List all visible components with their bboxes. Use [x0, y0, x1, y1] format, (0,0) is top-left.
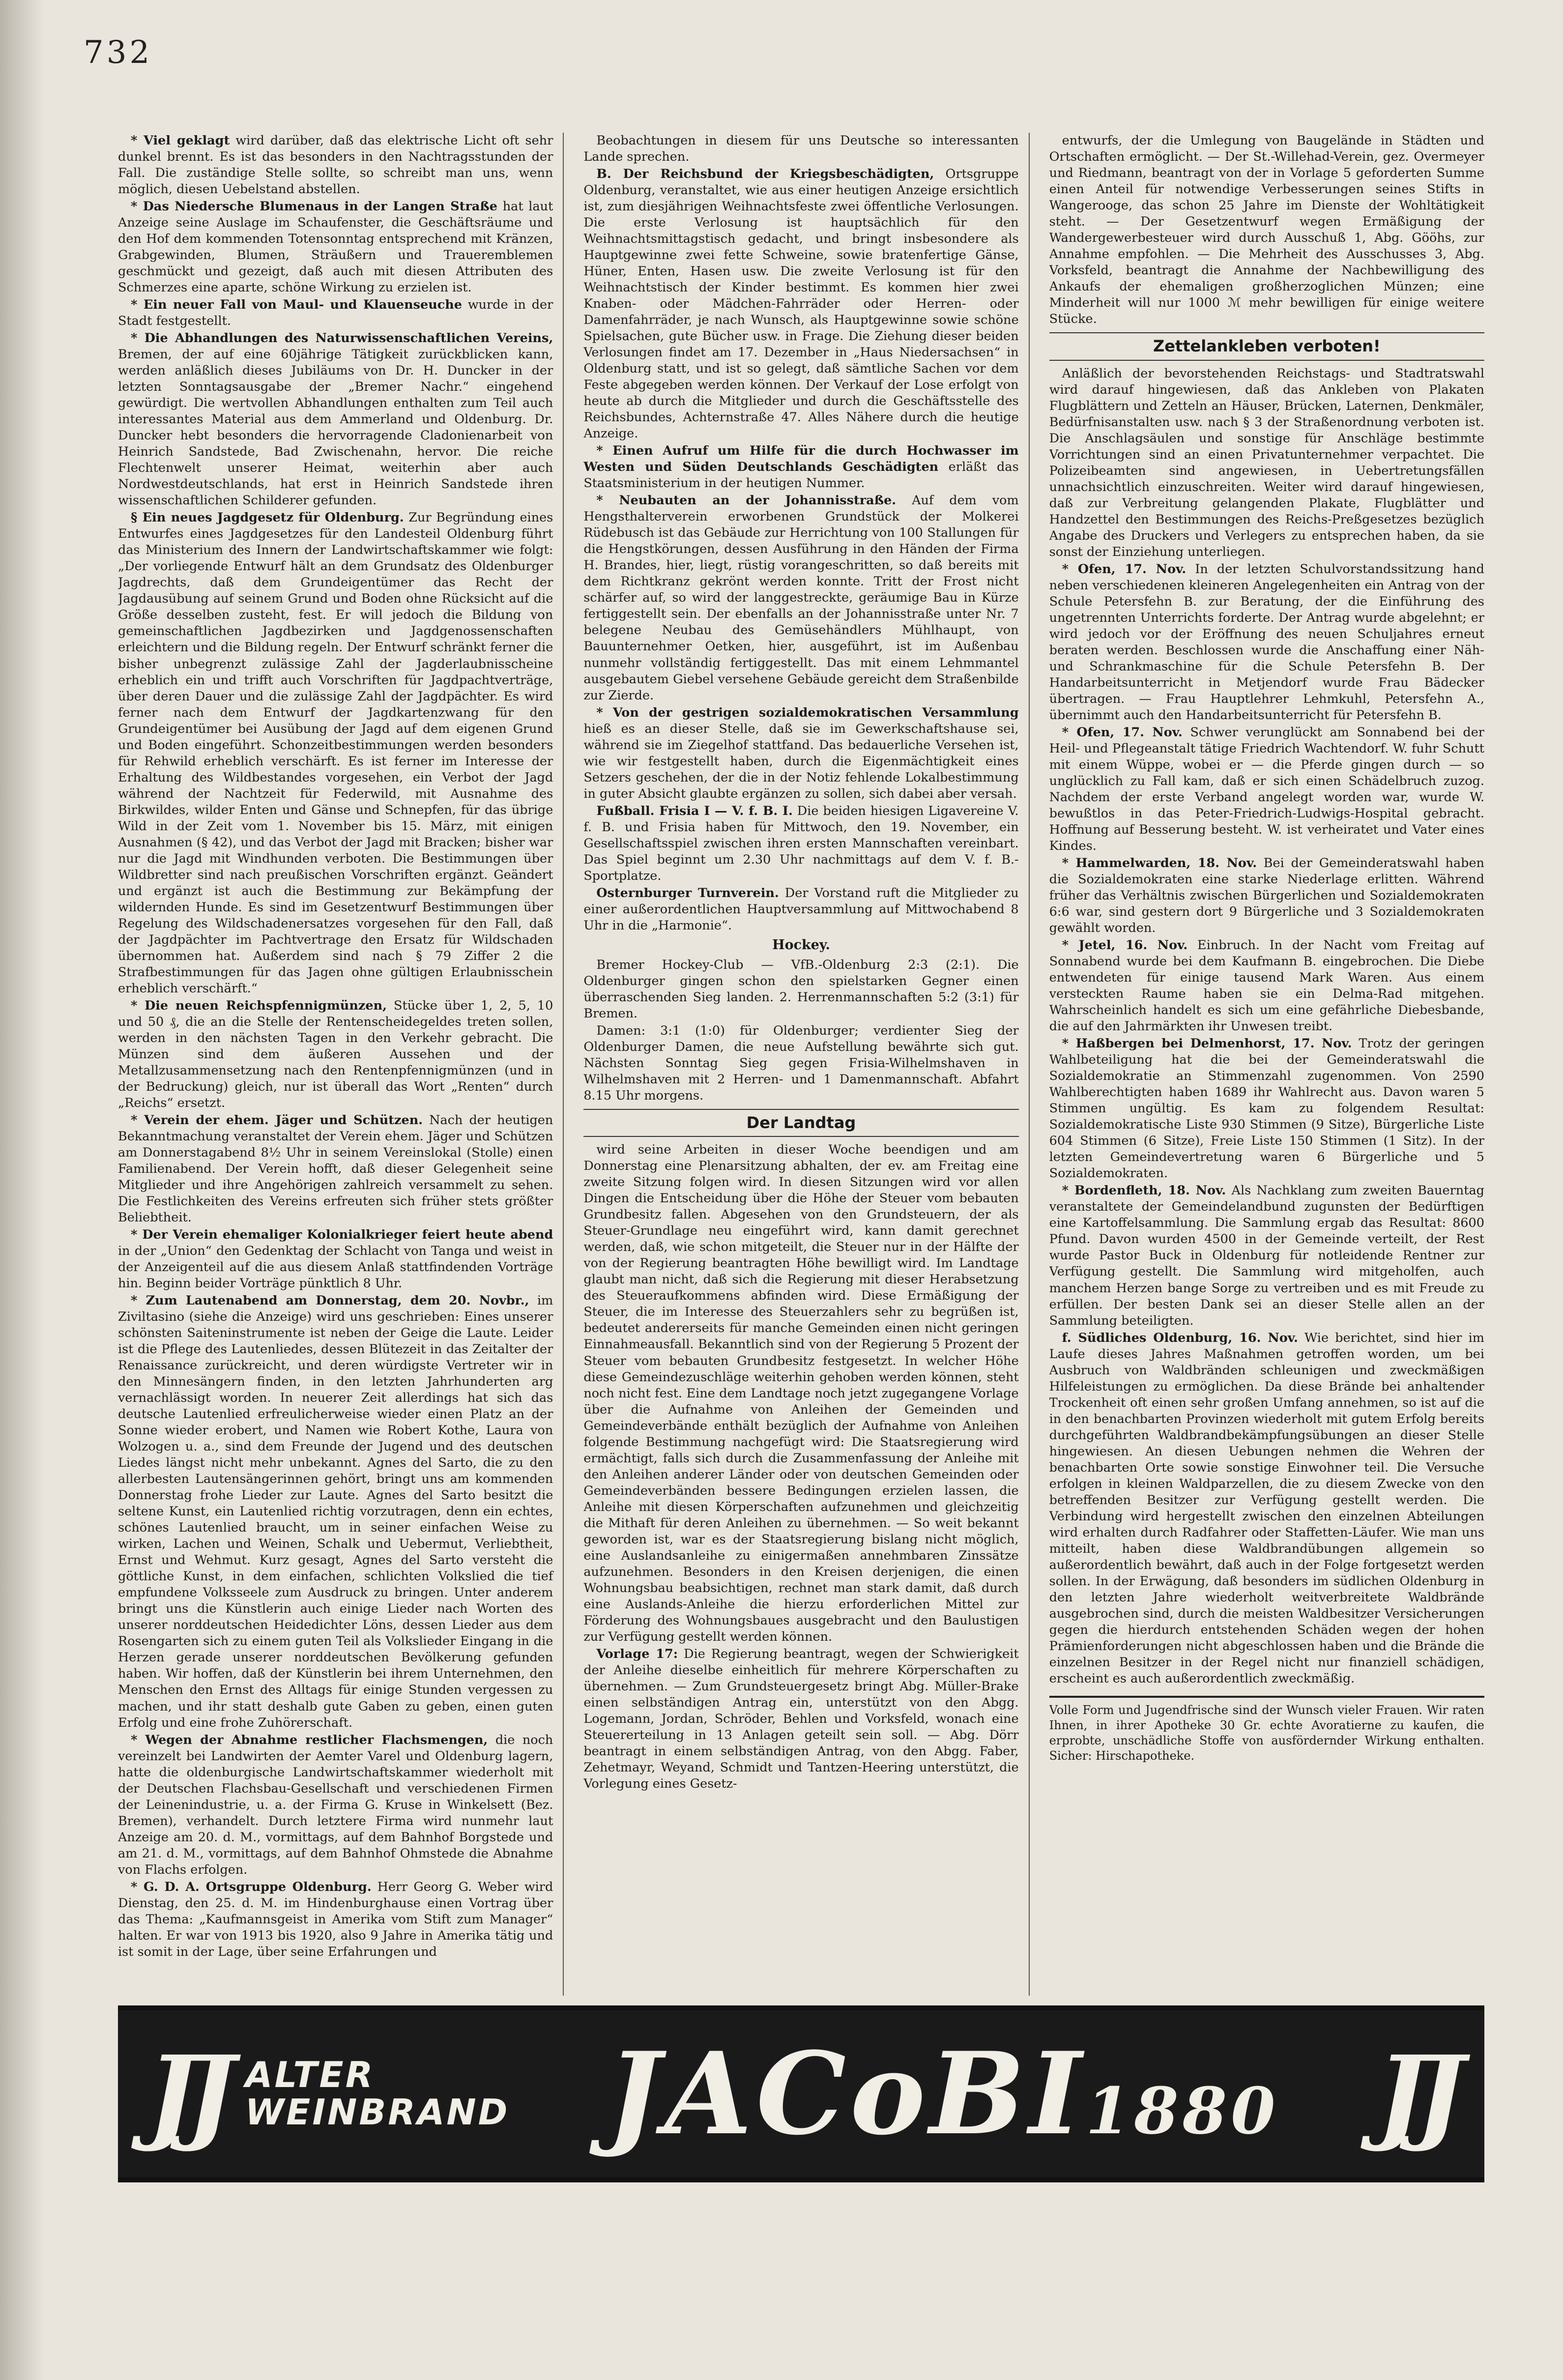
article-text: Die beiden hiesigen Ligavereine V. f. B. und Frisia haben für Mittwoch, den 19. November, ein Gesellschaftsspiel zwischen ihren ersten Mannschaften vereinbart. Das Spiel beginnt um 2.30 Uhr nachmittags auf dem V. f. B.-Sportplatze. [583, 803, 1019, 883]
ad-subtitle-weinbrand: WEINBRAND [245, 2091, 510, 2133]
article-lead: * Viel geklagt [131, 133, 230, 148]
article-paragraph [583, 166, 1018, 442]
article-text: Bremen, der auf eine 60jährige Tätigkeit zurückblicken kann, werden anläßlich dieses Jubiläums von Dr. H. Duncker in der letzten Sonntagsausgabe der „Bremer Nachr.“ eingehend gewürdigt. Die wertvollen Abhandlungen enthalten zum Teil auch interessantes Material aus dem Ammerland und Oldenburg. Dr. Duncker hebt besonders die hervorragende Cladonienarbeit von Heinrich Sandstede, Bad Zwischenahn, hervor. Die reiche Flechtenwelt unserer Heimat, weiterhin aber auch Nordwestdeutschlands, hat erst in Heinrich Sandstede ihren wissenschaftlichen Schilderer gefunden. [118, 347, 553, 508]
landtag-heading: Der Landtag [583, 1109, 1018, 1137]
article-paragraph [118, 1227, 553, 1292]
article-paragraph [118, 1293, 553, 1731]
article-text: Bremer Hockey-Club — VfB.-Oldenburg 2:3 (2:1). Die Oldenburger gingen schon den spielstarken Gegner einen überraschenden Sieg landen. 2. Herrenmannschaften 5:2 (3:1) für Bremen. [583, 957, 1019, 1021]
article-text: wurde in der Stadt festgestellt. [118, 297, 553, 329]
article-paragraph [583, 803, 1018, 884]
article-paragraph [118, 133, 553, 198]
article-text: Anläßlich der bevorstehenden Reichstags- und Stadtratswahl wird darauf hingewiesen, daß das Ankleben von Plakaten Flugblättern und Zetteln an Häuser, Brücken, Laternen, Denkmäler, Bedürfnisanstalten usw. nach § 3 der Straßenordnung verboten ist. Die Anschlagsäulen und sonstige für Anschläge bestimmte Vorrichtungen sind an einen Privatunternehmer verpachtet. Die Polizeibeamten sind angewiesen, in Uebertretungsfällen unnachsichtlich einzuschreiten. Weiter wird darauf hingewiesen, daß zur Verbreitung gelangenden Plakate, Flugblätter und Handzettel den Bestimmungen des Reichs-Preßgesetzes bezüglich Angabe des Druckers und Verlegers zu entsprechen haben, da sie sonst der Einziehung unterliegen. [1049, 366, 1484, 559]
column-right-articles [1049, 133, 1484, 327]
article-text: Die Regierung beantragt, wegen der Schwierigkeit der Anleihe dieselbe einheitlich für mehrere Körperschaften zu übernehmen. — Zum Grundsteuergesetz bringt Abg. Müller-Brake einen selbständigen Antrag ein, unterstützt von den Abgg. Logemann, Jordan, Schröder, Behlen und Vorksfeld, wonach eine Steuererteilung in 13 Anlagen geteilt sein soll. — Abg. Dörr beantragt in einem selbständigen Antrag, von den Abgg. Faber, Zehetmayr, Weyand, Schmidt und Tantzen-Heering unterstützt, die Vorlegung eines Gesetz- [583, 1646, 1019, 1791]
article-lead: Vorlage 17: [596, 1646, 678, 1661]
hockey-articles [583, 957, 1018, 1104]
page-number: 732 [84, 34, 153, 71]
article-paragraph [583, 957, 1018, 1022]
ad-brand-name: JACoBI [607, 2028, 1086, 2160]
article-text: In der letzten Schulvorstandssitzung hand neben verschiedenen kleineren Angelegenheiten ein Antrag von der Schule Petersfehn B. zur Beratung, der die Einführung des ungetrennten Unterrichts forderte. Der Antrag wurde abgelehnt; er wird jedoch vor der Eröffnung des neuen Schuljahres erneut beraten werden. Beschlossen wurde die Anschaffung einer Näh- und Schrankmaschine für die Schule Petersfehn B. Der Handarbeitsunterricht in Metjendorf wurde Frau Bädecker übertragen. — Frau Hauptlehrer Lehmkuhl, Petersfehn A., übernimmt auch den Handarbeitsunterricht für Petersfehn B. [1049, 561, 1484, 723]
article-paragraph [118, 1879, 553, 1960]
article-paragraph [583, 443, 1018, 492]
article-text: Ortsgruppe Oldenburg, veranstaltet, wie aus einer heutigen Anzeige ersichtlich ist, zum diesjährigen Weihnachtsfeste zwei öffentliche Verlosungen. Die erste Verlosung ist hauptsächlich für den Weihnachtsmittagstisch gedacht, und bringt insbesondere als Hauptgewinne zwei fette Schweine, sowie bratenfertige Gänse, Hüner, Enten, Hasen usw. Die zweite Verlosung ist für den Weihnachtstisch der Kinder bestimmt. Es kommen hier zwei Knaben- oder Mädchen-Fahrräder oder Herren- oder Damenfahrräder, je nach Wunsch, als Hauptgewinne sowie schöne Spielsachen, gute Bücher usw. in Frage. Die Ziehung dieser beiden Verlosungen findet am 17. Dezember in „Haus Niedersachsen“ in Oldenburg statt, und ist so gelegt, daß sämtliche Sachen vor dem Feste abgegeben werden können. Der Verkauf der Lose erfolgt von heute ab durch die Mitglieder und durch die Geschäftsstelle des Reichsbundes, Achternstraße 47. Alles Nähere durch die heutige Anzeige. [583, 167, 1019, 441]
article-paragraph [583, 1023, 1018, 1104]
article-text: Der Vorstand ruft die Mitglieder zu einer außerordentlichen Hauptversammlung auf Mittwochabend 8 Uhr in die „Harmonie“. [583, 885, 1019, 933]
article-paragraph [1049, 1183, 1484, 1329]
article-paragraph [583, 133, 1018, 165]
article-text: Nach der heutigen Bekanntmachung veranstaltet der Verein ehem. Jäger und Schützen am Donnerstagabend 8½ Uhr in seinem Vereinslokal (Stolle) einen Familienabend. Der Verein hofft, daß dieser Gelegenheit seine Mitglieder und ihre Angehörigen zahlreich versammelt zu sehen. Die Festlichkeiten des Vereins erfreuten sich früher stets größter Beliebtheit. [118, 1112, 553, 1225]
article-paragraph [1049, 133, 1484, 327]
article-paragraph [118, 199, 553, 296]
article-text: wird seine Arbeiten in dieser Woche beendigen und am Donnerstag eine Plenarsitzung abhalten, der ev. am Freitag eine zweite Sitzung folgen wird. In diesen Sitzungen wird vor allen Dingen die Entscheidung über die Höhe der Steuer vom bebauten Grundbesitz fallen. Abgesehen von den Grundsteuern, der als Steuer-Grundlage neu eingeführt wird, kann damit gerechnet werden, daß, wie schon mitgeteilt, die Steuer nur in der Hälfte der von der Regierung beantragten Höhe bewilligt wird. Im Landtage glaubt man nicht, daß sich die Regierung mit dieser Herabsetzung des Steueraufkommens abfinden wird. Diese Ermäßigung der Steuer, die im Interesse des Steuerzahlers sehr zu begrüßen ist, bedeutet andererseits für manche Gemeinden einen nicht geringen Einnahmeausfall. Bekanntlich sind von der Regierung 5 Prozent der Steuer vom bebauten Grundbesitz festgesetzt. In welcher Höhe diese Gemeindezuschläge weiterhin gehoben werden können, steht noch nicht fest. Eine dem Landtage noch jetzt zugegangene Vorlage über die Aufnahme von Anleihen der Gemeinden und Gemeindeverbände enthält bezüglich der Aufnahme von Anleihen folgende Bestimmung nachgefügt wird: Die Staatsregierung wird ermächtigt, falls sich durch die Zusammenfassung der Anleihe mit den Anleihen anderer Länder oder von deutschen Gemeinden oder Gemeindeverbänden bessere Bedingungen erzielen lassen, die Anleihe mit diesen Körperschaften aufzunehmen und gleichzeitig die Mithaft für deren Anleihen zu übernehmen. — So weit bekannt geworden ist, war es der Staatsregierung bislang nicht möglich, eine Auslandsanleihe zu einigermaßen annehmbaren Zinssätze aufzunehmen. Besonders in den Kreisen derjenigen, die einen Wohnungsbau beabsichtigen, rechnet man stark damit, daß durch eine Auslands-Anleihe die hierzu erforderlichen Mittel zur Förderung des Wohnungsbaues ausgebracht und den Baulustigen zur Verfügung gestellt werden können. [583, 1142, 1019, 1644]
article-lead: * Ofen, 17. Nov. [1062, 725, 1183, 740]
article-lead: * Neubauten an der Johannisstraße. [596, 493, 897, 508]
article-lead: Osternburger Turnverein. [596, 885, 779, 900]
article-text: Als Nachklang zum zweiten Bauerntag veranstaltete der Gemeindelandbund zugunsten der Bedürftigen eine Kartoffelsammlung. Die Sammlung ergab das Resultat: 8600 Pfund. Davon wurden 4500 in der Gemeinde verteilt, der Rest wurde Pastor Buck in Oldenburg für notleidende Rentner zur Verfügung gestellt. Die Sammlung wird mitgeholfen, auch manchem Herzen bange Sorge zu vertreiben und es mit Freude zu erfüllen. Der besten Dank sei an dieser Stelle allen an der Sammlung beteiligten. [1049, 1183, 1484, 1328]
article-lead: * Der Verein ehemaliger Kolonialkrieger feiert heute abend [131, 1227, 553, 1243]
article-paragraph [1049, 561, 1484, 724]
article-text: Stücke über 1, 2, 5, 10 und 50 ₰, die an die Stelle der Rentenscheidegeldes treten sollen, werden in den nächsten Tagen in den Verkehr gebracht. Die Münzen sind dem äußeren Aussehen und der Metallzusammensetzung nach den Rentenpfennigmünzen (und in der Bedruckung) gleich, nur ist überall das Wort „Renten“ durch „Reichs“ ersetzt. [118, 998, 553, 1110]
article-text: Herr Georg G. Weber wird Dienstag, den 25. d. M. im Hindenburghause einen Vortrag über das Thema: „Kaufmannsgeist in Amerika vom Stift zum Manager“ halten. Er war von 1913 bis 1920, also 9 Jahre in Amerika tätig und ist somit in der Lage, über seine Erfahrungen und [118, 1879, 553, 1959]
article-paragraph [1049, 725, 1484, 854]
article-lead: * Haßbergen bei Delmenhorst, 17. Nov. [1062, 1036, 1352, 1051]
article-text: Beobachtungen in diesem für uns Deutsche so interessanten Lande sprechen. [583, 133, 1019, 165]
article-text: Trotz der geringen Wahlbeteiligung hat die bei der Gemeinderatswahl die Sozialdemokratie an Stimmenzahl zugenommen. Von 2590 Wahlberechtigten haben 1689 ihr Wahlrecht aus. Davon waren 5 Stimmen ungültig. Es kam zu folgendem Resultat: Sozialdemokratische Liste 930 Stimmen (9 Sitze), Bürgerliche Liste 604 Stimmen (6 Sitze), Freie Liste 150 Stimmen (1 Sitz). In der letzten Gemeindevertretung waren 6 Bürgerliche und 5 Sozialdemokraten. [1049, 1036, 1484, 1181]
ad-left-block [147, 2033, 510, 2154]
article-text: Zur Begründung eines Entwurfes eines Jagdgesetzes für den Landesteil Oldenburg führt das Ministerium des Innern der Landwirtschaftskammer wie folgt: „Der vorliegende Entwurf hält an dem Grundsatz des Oldenburger Jagdrechts, daß dem Grundeigentümer das Recht der Jagdausübung auf seinem Grund und Boden ohne Rücksicht auf die Größe desselben zusteht, fest. Er will jedoch die Bildung von gemeinschaftlichen Jagdbezirken und Jagdgenossenschaften erleichtern und die Bildung regeln. Der Entwurf schränkt ferner die bisher unbegrenzt zulässige Zahl der Jagderlaubnisscheine erheblich ein und trifft auch Vorschriften für Jagdpachtverträge, über deren Dauer und die zulässige Zahl der Jagdpächter. Es wird ferner nach dem Entwurf der Jagdkartenzwang für den Grundeigentümer bei Ausübung der Jagd auf dem eigenen Grund und Boden eingeführt. Schonzeitbestimmungen werden besonders für Rehwild erheblich verschärft. Es ist ferner im Interesse der Erhaltung des Wildbestandes vorgesehen, ein Verbot der Jagd während der Nachtzeit für Federwild, mit Ausnahme des Birkwildes, wilder Enten und Gänse und Schnepfen, für das übrige Wild in der Zeit vom 1. November bis 15. März, mit einigen Ausnahmen (§ 42), und das Verbot der Jagd mit Bracken; bisher war nur die Jagd mit Windhunden verboten. Die Bestimmungen über Wildbretter sind nach preußischen Vorschriften ergänzt. Geändert und ergänzt ist auch die Bestimmung zur Bekämpfung der wildernden Hunde. Es sind im Gesetzentwurf Bestimmungen über Regelung des Wildschadenersatzes vorgesehen für den Fall, daß der Jagdpächter im Pachtvertrage den Ersatz für Wildschaden übernommen hat. Außerdem sind nach § 79 Ziffer 2 die Strafbestimmungen für das Jagen ohne gültigen Erlaubnisschein erheblich verschärft.“ [118, 510, 553, 996]
hockey-heading: Hockey. [772, 937, 830, 953]
article-text: hieß es an dieser Stelle, daß sie im Gewerkschaftshause sei, während sie im Ziegelhof stattfand. Das bedauerliche Versehen ist, wie wir festgestellt haben, durch die Eigenmächtigkeit eines Setzers geschehen, der die in der Notiz fehlende Lokalbestimmung in guter Absicht glaubte ergänzen zu sollen, sich dabei aber versah. [583, 721, 1019, 801]
article-paragraph [118, 510, 553, 996]
article-lead: * Einen Aufruf um Hilfe für die durch Hochwasser im Westen und Süden Deutschlands Geschädigten [583, 443, 1019, 475]
article-text: hat laut Anzeige seine Auslage im Schaufenster, die Geschäftsräume und den Hof dem kommenden Totensonntag entsprechend mit Kränzen, Grabgewinden, Blumen, Sträußern und Traueremblemen geschmückt und gezeigt, daß auch mit diesen Attributen des Schmerzes eine aparte, schöne Wirkung zu erzielen ist. [118, 199, 553, 295]
article-lead: * Die Abhandlungen des Naturwissenschaftlichen Vereins, [131, 331, 553, 346]
zettel-heading: Zettelankleben verboten! [1049, 332, 1484, 360]
article-text: in der „Union“ den Gedenktag der Schlacht von Tanga und weist in der Anzeigenteil auf die aus diesem Anlaß stattfindenden Vorträge hin. Beginn beider Vorträge pünktlich 8 Uhr. [118, 1244, 553, 1291]
article-paragraph [118, 330, 553, 509]
article-lead: § Ein neues Jagdgesetz für Oldenburg. [131, 510, 404, 525]
column-left [118, 133, 564, 1996]
article-paragraph [1049, 1036, 1484, 1182]
article-text: Wie berichtet, sind hier im Laufe dieses Jahres Maßnahmen getroffen worden, um bei Ausbruch von Waldbränden schleunigen und zweckmäßigen Hilfeleistungen zu ermöglichen. Da diese Brände bei anhaltender Trockenheit oft einen sehr großen Umfang annehmen, so ist auf die in den benachbarten Provinzen wiederholt mit gutem Erfolg bereits durchgeführten Waldbrandbekämpfungsübungen an dieser Stelle hingewiesen. An diesen Uebungen nehmen die Wehren der benachbarten Orte sowie sonstige Einwohner teil. Die Versuche erfolgen in kleinen Waldparzellen, die zu diesem Zwecke von den betreffenden Besitzer zur Verfügung gestellt werden. Die Verbindung wird hergestellt zwischen den einzelnen Abteilungen wird erhalten durch Radfahrer oder Staffetten-Läufer. Wie man uns mitteilt, haben diese Waldbrandübungen allgemein so außerordentlich bewährt, daß auch in der Folge fortgesetzt werden sollen. In der Erwägung, daß besonders im südlichen Oldenburg in den letzten Jahre wiederholt weitverbreitete Waldbrände ausgebrochen sind, durch die meisten Waldbesitzer Versicherungen gegen die hierdurch entstehenden Schäden wegen der hohen Prämienforderungen nicht abgeschlossen haben und die Brände die einzelnen Besitzer in der Regel nicht nur finanziell schädigen, erscheint es auch außerordentlich zweckmäßig. [1049, 1330, 1484, 1686]
column-middle [583, 133, 1029, 1996]
article-paragraph [583, 493, 1018, 703]
article-lead: Fußball. Frisia I — V. f. B. I. [596, 803, 793, 818]
article-columns [118, 133, 1484, 1996]
article-paragraph [118, 1112, 553, 1226]
article-text: Schwer verunglückt am Sonnabend bei der Heil- und Pflegeanstalt tätige Friedrich Wachtendorf. W. fuhr Schutt mit einem Wüppe, wobei er — die Pferde gingen durch — so unglücklich zu Fall kam, daß er sich einen Schädelbruch zuzog. Nachdem der erste Verband angelegt worden war, wurde W. bewußtlos in das Peter-Friedrich-Ludwigs-Hospital gebracht. Hoffnung auf Besserung besteht. W. ist verheiratet und Vater eines Kindes. [1049, 725, 1484, 854]
jacobi-advertisement [118, 2005, 1484, 2182]
page-edge-shadow [0, 0, 44, 2380]
article-lead: * Zum Lautenabend am Donnerstag, dem 20. Novbr., [131, 1293, 529, 1308]
article-paragraph [583, 705, 1018, 802]
column-middle-articles [583, 133, 1018, 934]
column-right [1049, 133, 1484, 1996]
column-right-more-articles [1049, 366, 1484, 1687]
article-lead: * G. D. A. Ortsgruppe Oldenburg. [131, 1879, 372, 1894]
article-paragraph [118, 297, 553, 329]
article-lead: B. Der Reichsbund der Kriegsbeschädigten, [596, 167, 934, 182]
column-left-articles [118, 133, 553, 1960]
article-lead: * Hammelwarden, 18. Nov. [1062, 856, 1257, 871]
article-text: erläßt das Staatsministerium in der heutigen Nummer. [583, 460, 1019, 491]
article-text: entwurfs, der die Umlegung von Baugelände in Städten und Ortschaften ermöglicht. — Der St.-Willehad-Verein, gez. Overmeyer und Riedmann, beantragt von der in Vorlage 5 geforderten Summe einen Anteil für notwendige Verbesserungen seines Stifts in Wangerooge, das schon 25 Jahre im Dienste der Wohltätigkeit steht. — Der Gesetzentwurf wegen Ermäßigung der Wandergewerbesteuer wird durch Ausschuß 1, Abg. Gööhs, zur Annahme empfohlen. — Die Mehrheit des Ausschusses 3, Abg. Vorksfeld, beantragt die Annahme der Nachbewilligung des Ankaufs der ehemaligen großherzoglichen Münzen; eine Minderheit will nur 1000 ℳ mehr bewilligen für einige weitere Stücke. [1049, 133, 1484, 327]
article-paragraph [118, 1732, 553, 1878]
article-paragraph [1049, 855, 1484, 936]
ad-subtitle-alter: ALTER [245, 2054, 375, 2096]
article-text: Bei der Gemeinderatswahl haben die Sozialdemokraten eine starke Niederlage erlitten. Während früher das Verhältnis zwischen Bürgerlichen und Sozialdemokraten 6:6 war, sind gestern dort 9 Bürgerliche und 3 Sozialdemokraten gewählt worden. [1049, 856, 1484, 936]
article-lead: * Wegen der Abnahme restlicher Flachsmengen, [131, 1732, 488, 1747]
article-paragraph [1049, 1330, 1484, 1687]
article-lead: * Das Niedersche Blumenaus in der Langen Straße [131, 199, 498, 214]
article-lead: f. Südliches Oldenburg, 16. Nov. [1062, 1330, 1298, 1345]
article-lead: * Ofen, 17. Nov. [1062, 561, 1187, 577]
article-lead: * Verein der ehem. Jäger und Schützen. [131, 1112, 423, 1128]
article-text: Auf dem vom Hengsthalterverein erworbenen Grundstück der Molkerei Rüdebusch ist das Gebäude zur Herrichtung von 100 Stallungen für die Hengstkörungen, dessen Ausführung in den Händen der Firma H. Brandes, hier, liegt, rüstig vorangeschritten, so daß bereits mit dem Richtkranz gekrönt werden konnte. Tritt der Frost nicht schärfer auf, so wird der langgestreckte, geräumige Bau in Kürze fertiggestellt sein. Der ebenfalls an der Johannisstraße unter Nr. 7 belegene Neubau des Gemüsehändlers Mühlhaupt, von Bauunternehmer Oetken, hier, ausgeführt, ist im Außenbau nunmehr vollständig fertiggestellt. Das mit einem Lehmmantel ausgebautem Giebel versehene Gebäude gereicht dem Straßenbilde zur Zierde. [583, 493, 1019, 703]
article-lead: * Die neuen Reichspfennigmünzen, [131, 998, 387, 1013]
apothecary-notice: Volle Form und Jugendfrische sind der Wunsch vieler Frauen. Wir raten Ihnen, in ihrer Apotheke 30 Gr. echte Avoratierne zu kaufen, die erprobte, unschädliche Stoffe von ausfördernder Wirkung enthalten. Sicher: Hirschapotheke. [1049, 1696, 1484, 1764]
article-text: Damen: 3:1 (1:0) für Oldenburger; verdienter Sieg der Oldenburger Damen, die neue Aufstellung bewährte sich gut. Nächsten Sonntag Sieg gegen Frisia-Wilhelmshaven in Wilhelmshaven mit 2 Herren- und 1 Damenmannschaft. Abfahrt 8.15 Uhr morgens. [583, 1023, 1019, 1103]
article-text: im Ziviltasino (siehe die Anzeige) wird uns geschrieben: Eines unserer schönsten Saiteninstrumente ist neben der Geige die Laute. Leider ist die Pflege des Lautenliedes, dessen Blütezeit in das Zeitalter der Renaissance zurückreicht, und deren würdigste Vertreter wir in den Minnesängern finden, in den letzten Jahrhunderten arg vernachlässigt worden. In neuerer Zeit allerdings hat sich das deutsche Lautenlied erfreulicherweise wieder einen Platz an der Sonne wieder erobert, und Namen wie Robert Kothe, Laura von Wolzogen u. a., sind dem Freunde der Jugend und des deutschen Liedes längst nicht mehr unbekannt. Agnes del Sarto, die zu den allerbesten Lautensängerinnen gehört, bringt uns am kommenden Donnerstag frohe Lieder zur Laute. Agnes del Sarto besitzt die seltene Kunst, ein Lautenlied richtig vorzutragen, denn ein echtes, schönes Lautenlied braucht, um in seiner einfachen Weise zu wirken, Lachen und Weinen, Schalk und Uebermut, Verliebtheit, Ernst und Wehmut. Kurz gesagt, Agnes del Sarto versteht die göttliche Kunst, in dem einfachen, schlichten Volkslied die tief empfundene Volksseele zum Ausdruck zu bringen. Unter anderem bringt uns die Künstlerin auch einige Lieder nach Worten des unserer norddeutschen Heidedichter Löns, dessen Lieder aus dem Rosengarten sich zu einem guten Teil als Volkslieder Eingang in die Herzen gerade unserer norddeutschen Bevölkerung gefunden haben. Wir hoffen, daß der Künstlerin bei ihrem Unternehmen, den Menschen den Ernst des Alltags für einige Stunden vergessen zu machen, und ihr statt deshalb gute Gaben zu geben, einen guten Erfolg und eine frohe Zuhörerschaft. [118, 1293, 553, 1730]
article-paragraph [118, 998, 553, 1111]
ad-monogram-right: JJ [1377, 2033, 1455, 2154]
article-paragraph [583, 1142, 1018, 1645]
article-lead: * Ein neuer Fall von Maul- und Klauenseuche [131, 297, 463, 313]
article-paragraph [1049, 366, 1484, 560]
article-text: die noch vereinzelt bei Landwirten der Aemter Varel und Oldenburg lagern, hatte die oldenburgische Landwirtschaftskammer wiederholt mit der Deutschen Flachsbau-Gesellschaft und verschiedenen Firmen der Leinenindustrie, u. a. der Firma G. Kruse in Winkelsett (Bez. Bremen), verhandelt. Durch letztere Firma wird nunmehr laut Anzeige am 20. d. M., vormittags, auf dem Bahnhof Borgstede und am 21. d. M., vormittags, auf dem Bahnhof Ohmstede die Abnahme von Flachs erfolgen. [118, 1732, 553, 1877]
ad-brand-year: 1880 [1085, 2073, 1279, 2148]
article-lead: * Bordenfleth, 18. Nov. [1062, 1183, 1226, 1198]
ad-brand [607, 2028, 1279, 2160]
article-lead: * Jetel, 16. Nov. [1062, 938, 1188, 953]
article-text: wird darüber, daß das elektrische Licht oft sehr dunkel brennt. Es ist das besonders in den Nachtragsstunden der Fall. Die zuständige Stelle sollte, so schreibt man uns, wenn möglich, diesen Uebelstand abstellen. [118, 133, 553, 197]
landtag-articles [583, 1142, 1018, 1792]
article-lead: * Von der gestrigen sozialdemokratischen Versammlung [596, 705, 1019, 720]
article-paragraph [1049, 937, 1484, 1035]
article-paragraph [583, 885, 1018, 934]
ad-monogram-left: JJ [147, 2033, 226, 2154]
article-text: Einbruch. In der Nacht vom Freitag auf Sonnabend wurde bei dem Kaufmann B. eingebrochen. Die Diebe entwendeten für einige tausend Mark Waren. Aus einem versteckten Raume haben sie ein Delma-Rad mitgehen. Wahrscheinlich handelt es sich um eine gefährliche Diebesbande, die auf den Jahrmärkten ihr Unwesen treibt. [1049, 938, 1484, 1034]
article-paragraph [583, 1646, 1018, 1792]
ad-subtitle [245, 2054, 510, 2133]
